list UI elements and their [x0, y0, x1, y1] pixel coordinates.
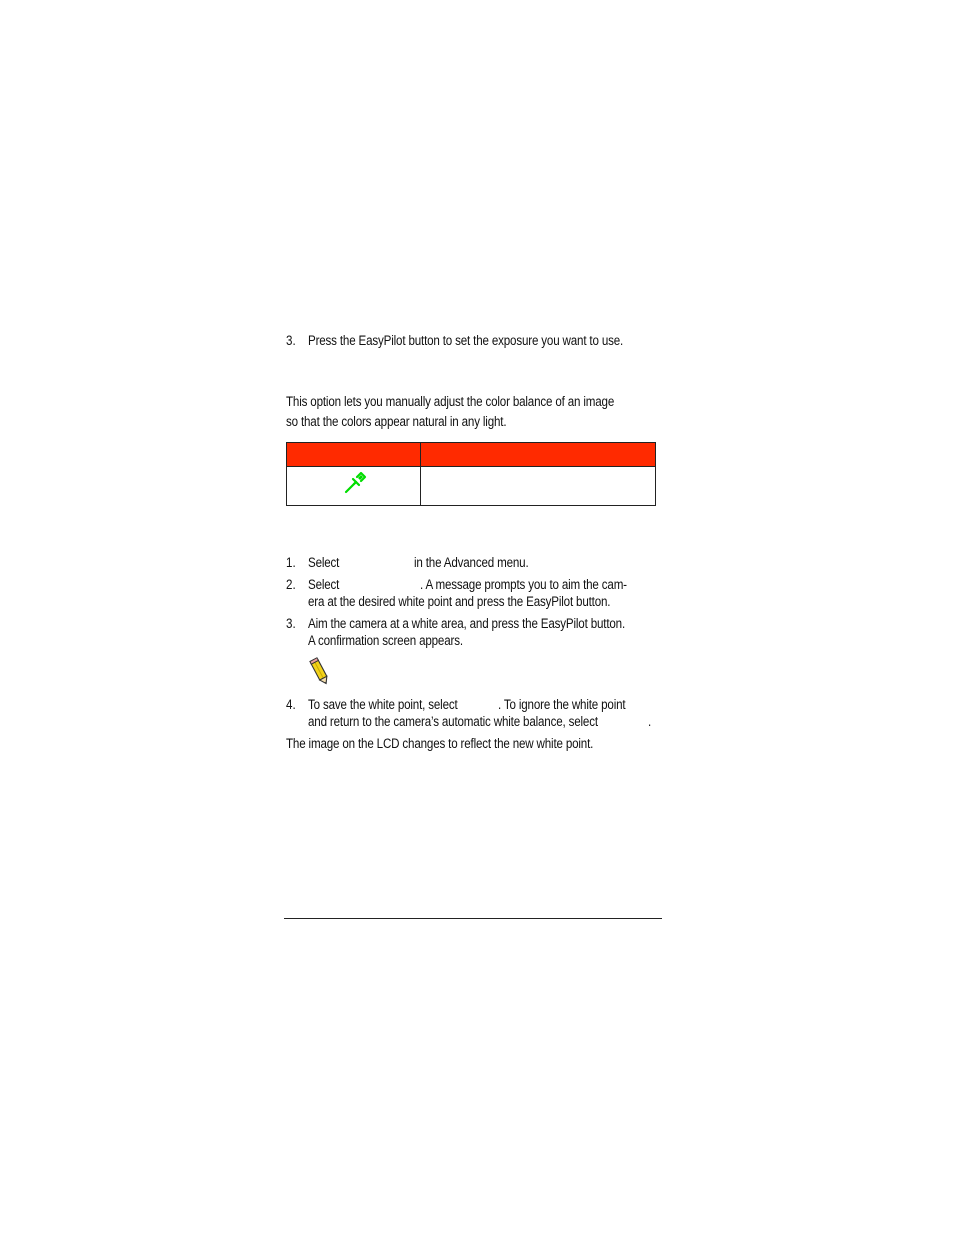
- step-text: Select: [308, 555, 340, 570]
- intro-line-2: so that the colors appear natural in any light.: [286, 414, 507, 429]
- pencil-note-icon: [308, 657, 332, 687]
- step-text: To save the white point, select: [308, 697, 458, 712]
- intro-line-1: This option lets you manually adjust the color balance of an image: [286, 394, 615, 409]
- eyedropper-icon: [342, 470, 368, 496]
- step-text: era at the desired white point and press the EasyPilot button.: [308, 594, 611, 609]
- step-number: 1.: [286, 555, 296, 570]
- step-text: . A message prompts you to aim the cam-: [420, 577, 627, 592]
- step-text: Select: [308, 577, 340, 592]
- step-text: and return to the camera’s automatic white balance, select: [308, 714, 598, 729]
- step-text: in the Advanced menu.: [414, 555, 529, 570]
- step-number: 2.: [286, 577, 296, 592]
- step-number: 3.: [286, 333, 296, 348]
- closing-paragraph: The image on the LCD changes to reflect the new white point.: [286, 736, 594, 751]
- step-text: .: [648, 714, 652, 729]
- footer-rule: [284, 918, 662, 919]
- step-text: . To ignore the white point: [498, 697, 626, 712]
- step-text: Aim the camera at a white area, and press the EasyPilot button.: [308, 616, 626, 631]
- step-number: 4.: [286, 697, 296, 712]
- step-number: 3.: [286, 616, 296, 631]
- table-column-divider: [420, 443, 421, 505]
- option-table: [286, 442, 656, 506]
- step-text: Press the EasyPilot button to set the exposure you want to use.: [308, 333, 624, 348]
- step-text: A confirmation screen appears.: [308, 633, 463, 648]
- table-header-row: [287, 443, 655, 467]
